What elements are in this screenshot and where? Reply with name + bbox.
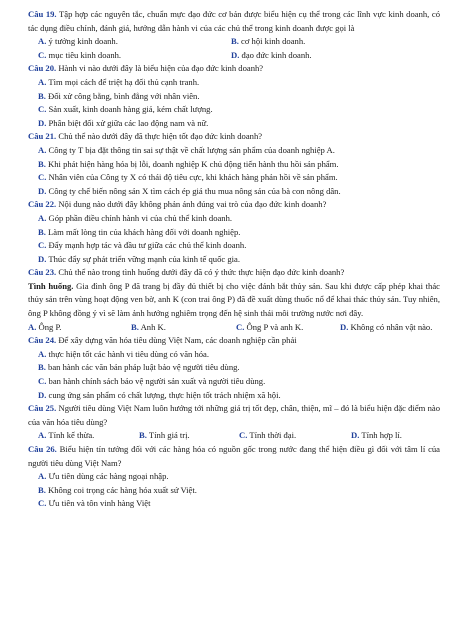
- option-c: C. Nhân viên của Công ty X có thái độ tiêu cực, khi khách hàng phản hồi về sản phẩm.: [38, 172, 338, 183]
- option-c: C. Đẩy mạnh hợp tác và đầu tư giữa các chủ thể kinh doanh.: [38, 240, 247, 251]
- option-b: B. Đối xử công bằng, bình đẳng với nhân viên.: [38, 90, 200, 101]
- question-number: Câu 21.: [28, 131, 57, 142]
- question-19: [28, 8, 440, 35]
- options-row: [28, 49, 440, 63]
- option-b: B. cơ hội kinh doanh.: [231, 36, 306, 47]
- question-26: [28, 443, 440, 470]
- question-text: Hành vi nào dưới đây là biểu hiện của đạo đức kinh doanh?: [58, 63, 264, 74]
- question-number: Câu 23.: [28, 267, 57, 278]
- option-d: D. Không có nhân vật nào.: [340, 321, 433, 332]
- question-text: Để xây dựng văn hóa tiêu dùng Việt Nam, các doanh nghiệp cần phải: [58, 335, 297, 346]
- question-text: Biểu hiện tín tưởng đối với các hàng hóa có nguồn gốc trong nước đang thể hiện điều gì đối với tâm lí của người tiêu dùng Việt Nam?: [28, 444, 440, 468]
- option-a: A. Tìm mọi cách để triệt hạ đối thủ cạnh tranh.: [38, 76, 200, 87]
- question-text: Người tiêu dùng Việt Nam luôn hướng tới những giá trị tốt đẹp, chân, thiện, mĩ – đó là biểu hiện đặc điểm nào của văn hóa tiêu dùng?: [28, 403, 440, 427]
- option-d: D. Tính hợp lí.: [351, 430, 402, 441]
- question-text: Chủ thể nào trong tình huống dưới đây đã có ý thức thực hiện đạo đức kinh doanh?: [58, 267, 345, 278]
- option-a: A. ý tưởng kinh doanh.: [38, 36, 118, 47]
- option-a: A. Tính kế thừa.: [38, 430, 95, 441]
- question-number: Câu 25.: [28, 403, 57, 414]
- option-d: D. đạo đức kinh doanh.: [231, 49, 312, 60]
- option-b: B. Không coi trọng các hàng hóa xuất sứ Việt.: [38, 484, 197, 495]
- option-d: D. cung ứng sản phẩm có chất lượng, thực hiện tốt trách nhiệm xã hội.: [38, 389, 281, 400]
- option-a: A. Ưu tiên dùng các hàng ngoại nhập.: [38, 471, 169, 482]
- option-a: A. Góp phần điều chỉnh hành vi của chủ thể kinh doanh.: [38, 212, 233, 223]
- options-row: [28, 321, 440, 335]
- option-d: D. Công ty chế biến nông sản X tìm cách ép giá thu mua nông sản của bà con nông dân.: [38, 185, 341, 196]
- question-21: [28, 130, 440, 144]
- question-text: Chủ thể nào dưới đây đã thực hiện tốt đạo đức kinh doanh?: [58, 131, 263, 142]
- situation-text: Gia đình ông P đã trang bị đầy đủ thiết bị cho việc đánh bắt thủy sản. Sau khi được cấp phép khai thác thủy sản trên vùng hoạt động ven bờ, anh K (con trai ông P) đã đề xuất dùng thuốc nổ để khai thác thủy sản. Tuy nhiên, ông P không đồng ý vì sẽ làm ảnh hưởng nghiêm trọng đến hệ sinh thái môi trường nước nơi đây.: [28, 280, 440, 319]
- option-b: B. Làm mất lòng tin của khách hàng đối với doanh nghiệp.: [38, 226, 241, 237]
- option-c: C. Ông P và anh K.: [236, 321, 304, 332]
- option-b: B. ban hành các văn bản pháp luật bảo vệ người tiêu dùng.: [38, 362, 240, 373]
- option-b: B. Anh K.: [131, 321, 166, 332]
- option-c: C. mục tiêu kinh doanh.: [38, 49, 122, 60]
- option-b: B. Khi phát hiện hàng hóa bị lỗi, doanh nghiệp K chủ động tiến hành thu hồi sản phẩm.: [38, 158, 339, 169]
- option-b: B. Tính giá trị.: [139, 430, 190, 441]
- option-c: C. Ưu tiên và tôn vinh hàng Việt: [38, 498, 151, 509]
- question-number: Câu 22.: [28, 199, 57, 210]
- option-d: D. Thúc đẩy sự phát triển vững mạnh của kinh tế quốc gia.: [38, 253, 241, 264]
- option-c: C. ban hành chính sách bảo vệ người sản xuất và người tiêu dùng.: [38, 376, 266, 387]
- situation-label: Tình huống.: [28, 280, 74, 291]
- question-text: Tập hợp các nguyên tắc, chuẩn mực đạo đức cơ bản được biểu hiện cụ thể trong các lĩnh vực kinh doanh, có tác dụng điều chỉnh, đánh giá, hướng dẫn hành vi của các chủ thể trong kinh doanh được gọi là: [28, 9, 440, 33]
- options-row: [28, 35, 440, 49]
- question-text: Nội dung nào dưới đây không phản ánh đúng vai trò của đạo đức kinh doanh?: [58, 199, 327, 210]
- question-20: [28, 62, 440, 76]
- option-c: C. Sản xuất, kinh doanh hàng giả, kém chất lượng.: [38, 104, 213, 115]
- option-a: A. thực hiện tốt các hành vi tiêu dùng có văn hóa.: [38, 348, 210, 359]
- question-24: [28, 334, 440, 348]
- situation-paragraph: [28, 280, 440, 321]
- question-number: Câu 19.: [28, 9, 57, 19]
- option-a: A. Ông P.: [28, 321, 62, 332]
- option-c: C. Tính thời đại.: [239, 430, 297, 441]
- question-number: Câu 24.: [28, 335, 57, 346]
- question-number: Câu 20.: [28, 63, 57, 74]
- options-row: [28, 429, 440, 443]
- question-22: [28, 198, 440, 212]
- question-25: [28, 402, 440, 429]
- question-number: Câu 26.: [28, 444, 57, 454]
- option-d: D. Phân biệt đối xử giữa các lao động nam và nữ.: [38, 117, 209, 128]
- question-23: [28, 266, 440, 280]
- option-a: A. Công ty T bịa đặt thông tin sai sự thật về chất lượng sản phẩm của doanh nghiệp A.: [38, 144, 335, 155]
